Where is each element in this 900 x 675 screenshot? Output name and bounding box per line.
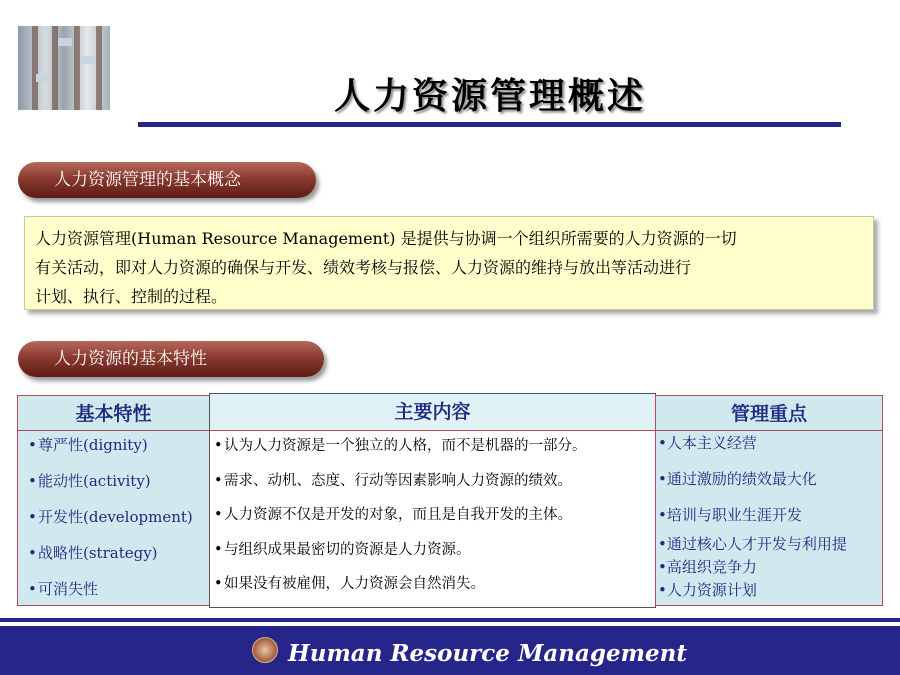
characteristics-column (17, 395, 210, 606)
bullet-icon: • (214, 438, 223, 454)
list-item: •通过激励的绩效最大化 (658, 470, 817, 488)
bullet-icon: • (214, 472, 223, 489)
list-item: •培训与职业生涯开发 (658, 506, 802, 524)
list-item: •通过核心人才开发与利用提 (658, 535, 847, 553)
list-item: •人本主义经营 (658, 434, 757, 452)
bullet-icon: • (28, 508, 37, 526)
footer-rule (0, 618, 900, 622)
bullet-icon: • (658, 535, 667, 553)
definition-line: 人力资源管理(Human Resource Management) 是提供与协调一个组织所需要的人力资源的一切 (35, 229, 737, 248)
bullet-icon: • (214, 541, 223, 558)
main-content-column (209, 393, 656, 608)
list-item: •需求、动机、态度、行动等因素影响人力资源的绩效。 (210, 466, 655, 501)
list-item: •战略性(strategy) (18, 539, 209, 575)
title-underline (138, 122, 841, 127)
page-title: 人力资源管理概述 (333, 76, 646, 117)
bullet-icon: • (214, 507, 223, 523)
bullet-icon: • (28, 544, 37, 562)
list-item: •如果没有被雇佣，人力资源会自然消失。 (210, 569, 655, 604)
column-header: 基本特性 (18, 396, 209, 431)
list-item: •认为人力资源是一个独立的人格，而不是机器的一部分。 (210, 431, 655, 466)
list-item: •能动性(activity) (18, 467, 209, 503)
list-item: •尊严性(dignity) (18, 431, 209, 467)
list-item: •人力资源不仅是开发的对象，而且是自我开发的主体。 (210, 500, 655, 535)
column-header: 主要内容 (210, 394, 655, 431)
bullet-icon: • (658, 434, 667, 452)
footer-title: Human Resource Management (288, 640, 687, 667)
section-label-concept: 人力资源管理的基本概念 (18, 162, 316, 198)
definition-box (24, 216, 874, 310)
bullet-icon: • (658, 558, 667, 576)
university-seal-icon (252, 637, 278, 663)
bullet-icon: • (658, 581, 667, 599)
bullet-icon: • (28, 472, 37, 490)
bullet-icon: • (28, 580, 37, 598)
list-item: •与组织成果最密切的资源是人力资源。 (210, 535, 655, 570)
column-header: 管理重点 (656, 396, 882, 431)
definition-line: 计划、执行、控制的过程。 (35, 287, 228, 306)
definition-line: 有关活动，即对人力资源的确保与开发、绩效考核与报偿、人力资源的维持与放出等活动进行 (35, 258, 692, 277)
management-focus-column (655, 395, 883, 606)
list-item: •可消失性 (18, 575, 209, 611)
section-label-characteristics: 人力资源的基本特性 (18, 341, 324, 377)
bullet-icon: • (658, 470, 667, 488)
bullet-icon: • (214, 576, 223, 592)
list-item: •开发性(development) (18, 503, 209, 539)
list-item: •高组织竞争力 (658, 558, 757, 576)
list-item: •人力资源计划 (658, 581, 757, 599)
bullet-icon: • (658, 506, 667, 524)
bullet-icon: • (28, 436, 37, 454)
